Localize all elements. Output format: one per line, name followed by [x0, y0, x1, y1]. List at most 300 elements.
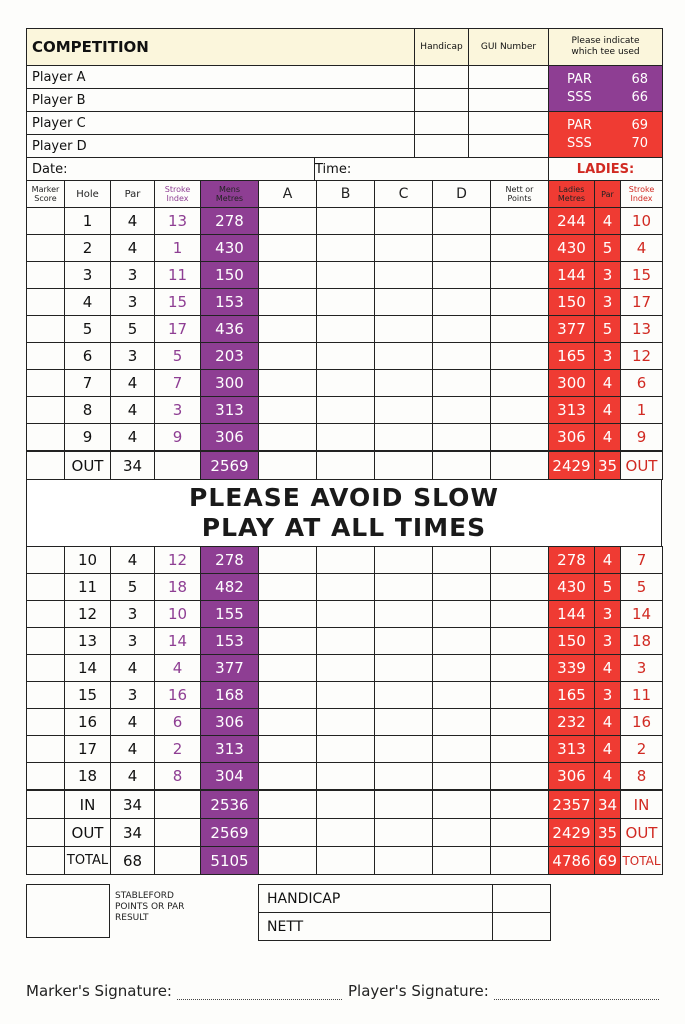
- player-signature-line[interactable]: [494, 989, 659, 1000]
- hole-par: 3: [111, 601, 155, 628]
- ladies-sss: SSS 70: [567, 136, 648, 151]
- hole-row: [27, 397, 663, 424]
- player-c-score[interactable]: [375, 790, 433, 819]
- player-c-score[interactable]: [375, 262, 433, 289]
- player-d-score[interactable]: [433, 262, 491, 289]
- player-b-score[interactable]: [317, 628, 375, 655]
- player-a-score[interactable]: [259, 547, 317, 574]
- hole-par: 3: [111, 262, 155, 289]
- player-d-score[interactable]: [433, 790, 491, 819]
- player-b-score[interactable]: [317, 601, 375, 628]
- player-b-score[interactable]: [317, 763, 375, 791]
- player-a-score[interactable]: [259, 736, 317, 763]
- col-ladies-par: Par: [595, 181, 621, 208]
- player-c-label: Player C: [27, 112, 415, 135]
- total-row: [27, 790, 663, 819]
- player-d-score[interactable]: [433, 819, 491, 847]
- column-header-row: [27, 181, 663, 208]
- ladies-par: 5: [595, 574, 621, 601]
- ladies-stroke-index: 8: [621, 763, 663, 791]
- col-nett-points: Nett or Points: [491, 181, 549, 208]
- nett-points-cell[interactable]: [491, 289, 549, 316]
- stableford-box[interactable]: [26, 884, 110, 938]
- score-cell[interactable]: [27, 424, 65, 452]
- score-cell[interactable]: [27, 736, 65, 763]
- ladies-stroke-index: 16: [621, 709, 663, 736]
- ladies-metres: 430: [549, 235, 595, 262]
- out-label: OUT: [65, 451, 111, 480]
- marker-signature[interactable]: [26, 982, 342, 1000]
- ladies-metres: 430: [549, 574, 595, 601]
- ladies-par: 3: [595, 601, 621, 628]
- score-cell[interactable]: [27, 289, 65, 316]
- scorecard: [26, 28, 662, 875]
- player-d-score[interactable]: [433, 601, 491, 628]
- player-d-score[interactable]: [433, 574, 491, 601]
- col-c: C: [375, 181, 433, 208]
- hole-stroke-index: 10: [155, 601, 201, 628]
- ladies-par: PAR 69: [567, 118, 648, 133]
- score-cell[interactable]: [27, 819, 65, 847]
- time-label[interactable]: Time:: [315, 158, 549, 181]
- player-a-score[interactable]: [259, 397, 317, 424]
- player-b-score[interactable]: [317, 547, 375, 574]
- out-par: 34: [111, 451, 155, 480]
- player-b-score[interactable]: [317, 235, 375, 262]
- hole-par: 4: [111, 235, 155, 262]
- player-signature[interactable]: [348, 982, 659, 1000]
- score-cell[interactable]: [491, 451, 549, 480]
- player-b-score[interactable]: [317, 736, 375, 763]
- player-c-gui[interactable]: [469, 112, 549, 135]
- col-hole: Hole: [65, 181, 111, 208]
- hole-par: 4: [111, 370, 155, 397]
- player-b-score[interactable]: [317, 790, 375, 819]
- score-cell[interactable]: [259, 451, 317, 480]
- player-a-score[interactable]: [259, 208, 317, 235]
- ladies-stroke-index: 1: [621, 397, 663, 424]
- score-cell[interactable]: [27, 574, 65, 601]
- nett-points-cell[interactable]: [491, 235, 549, 262]
- marker-signature-label: Marker's Signature:: [26, 982, 172, 1000]
- player-b-score[interactable]: [317, 682, 375, 709]
- hole-par: 4: [111, 547, 155, 574]
- hole-number: 13: [65, 628, 111, 655]
- ladies-par: 4: [595, 655, 621, 682]
- player-c-score[interactable]: [375, 289, 433, 316]
- score-cell[interactable]: [27, 847, 65, 875]
- player-c-score[interactable]: [375, 574, 433, 601]
- player-a-score[interactable]: [259, 370, 317, 397]
- ladies-par: 4: [595, 763, 621, 791]
- player-c-score[interactable]: [375, 763, 433, 791]
- ladies-par: 4: [595, 547, 621, 574]
- mens-metres: 304: [201, 763, 259, 791]
- score-cell[interactable]: [27, 451, 65, 480]
- ladies-metres: 150: [549, 289, 595, 316]
- player-b-score[interactable]: [317, 343, 375, 370]
- nett-points-cell[interactable]: [491, 343, 549, 370]
- player-c-score[interactable]: [375, 628, 433, 655]
- player-b-score[interactable]: [317, 574, 375, 601]
- player-c-score[interactable]: [375, 235, 433, 262]
- score-cell[interactable]: [27, 208, 65, 235]
- total-ladies-label: TOTAL: [621, 847, 663, 875]
- player-b-label: Player B: [27, 89, 415, 112]
- player-b-score[interactable]: [317, 262, 375, 289]
- hole-number: 4: [65, 289, 111, 316]
- hole-row: [27, 574, 663, 601]
- player-a-label: Player A: [27, 66, 415, 89]
- ladies-metres: 244: [549, 208, 595, 235]
- hole-number: 1: [65, 208, 111, 235]
- total-ladies-label: IN: [621, 790, 663, 819]
- score-cell[interactable]: [27, 397, 65, 424]
- hole-number: 5: [65, 316, 111, 343]
- hole-par: 4: [111, 397, 155, 424]
- player-c-score[interactable]: [375, 847, 433, 875]
- player-c-handicap[interactable]: [415, 112, 469, 135]
- hole-stroke-index: 5: [155, 343, 201, 370]
- player-a-score[interactable]: [259, 682, 317, 709]
- hole-row: [27, 343, 663, 370]
- score-cell[interactable]: [27, 763, 65, 791]
- player-a-score[interactable]: [259, 235, 317, 262]
- hole-row: [27, 424, 663, 452]
- ladies-metres: 150: [549, 628, 595, 655]
- player-a-score[interactable]: [259, 424, 317, 452]
- player-b-score[interactable]: [317, 316, 375, 343]
- hole-stroke-index: 12: [155, 547, 201, 574]
- ladies-stroke-index: 11: [621, 682, 663, 709]
- ladies-metres: 165: [549, 343, 595, 370]
- ladies-metres: 144: [549, 262, 595, 289]
- ladies-stroke-index: 18: [621, 628, 663, 655]
- total-ladies-label: OUT: [621, 819, 663, 847]
- nett-points-cell[interactable]: [491, 709, 549, 736]
- player-d-score[interactable]: [433, 655, 491, 682]
- player-d-score[interactable]: [433, 370, 491, 397]
- player-d-score[interactable]: [433, 208, 491, 235]
- hole-row: [27, 262, 663, 289]
- date-time-row: [26, 157, 663, 181]
- stableford-label: STABLEFORD POINTS OR PAR RESULT: [115, 891, 185, 923]
- hole-number: 2: [65, 235, 111, 262]
- total-par: 34: [111, 790, 155, 819]
- out-row: [27, 451, 663, 480]
- player-d-score[interactable]: [433, 424, 491, 452]
- player-d-score[interactable]: [433, 316, 491, 343]
- player-b-score[interactable]: [317, 208, 375, 235]
- hole-row: [27, 709, 663, 736]
- ladies-stroke-index: 2: [621, 736, 663, 763]
- player-a-score[interactable]: [259, 790, 317, 819]
- player-b-score[interactable]: [317, 655, 375, 682]
- hole-row: [27, 235, 663, 262]
- player-b-score[interactable]: [317, 370, 375, 397]
- nett-points-cell[interactable]: [491, 601, 549, 628]
- hole-par: 4: [111, 763, 155, 791]
- nett-points-cell[interactable]: [491, 424, 549, 452]
- ladies-label: LADIES:: [549, 158, 663, 181]
- hole-par: 4: [111, 709, 155, 736]
- hole-row: [27, 289, 663, 316]
- hole-number: 8: [65, 397, 111, 424]
- total-si: [155, 790, 201, 819]
- handicap-nett-table: [258, 884, 551, 941]
- player-b-score[interactable]: [317, 289, 375, 316]
- hole-number: 15: [65, 682, 111, 709]
- hole-stroke-index: 7: [155, 370, 201, 397]
- player-c-score[interactable]: [375, 397, 433, 424]
- ladies-metres: 339: [549, 655, 595, 682]
- nett-points-cell[interactable]: [491, 262, 549, 289]
- player-d-handicap[interactable]: [415, 135, 469, 158]
- player-c-score[interactable]: [375, 819, 433, 847]
- player-b-gui[interactable]: [469, 89, 549, 112]
- player-a-score[interactable]: [259, 709, 317, 736]
- ladies-par: 3: [595, 343, 621, 370]
- player-d-score[interactable]: [433, 628, 491, 655]
- ladies-metres: 278: [549, 547, 595, 574]
- hole-par: 4: [111, 736, 155, 763]
- mens-metres: 313: [201, 736, 259, 763]
- hole-number: 10: [65, 547, 111, 574]
- player-c-score[interactable]: [375, 709, 433, 736]
- score-cell[interactable]: [27, 601, 65, 628]
- player-b-handicap[interactable]: [415, 89, 469, 112]
- player-d-score[interactable]: [433, 397, 491, 424]
- player-a-score[interactable]: [259, 819, 317, 847]
- score-cell[interactable]: [27, 790, 65, 819]
- player-d-gui[interactable]: [469, 135, 549, 158]
- player-c-score[interactable]: [375, 208, 433, 235]
- hole-par: 3: [111, 343, 155, 370]
- player-d-score[interactable]: [433, 343, 491, 370]
- hole-stroke-index: 2: [155, 736, 201, 763]
- player-a-score[interactable]: [259, 847, 317, 875]
- player-b-score[interactable]: [317, 397, 375, 424]
- player-b-score[interactable]: [317, 819, 375, 847]
- ladies-metres: 306: [549, 424, 595, 452]
- hole-stroke-index: 9: [155, 424, 201, 452]
- handicap-label: HANDICAP: [259, 885, 493, 913]
- player-b-score[interactable]: [317, 847, 375, 875]
- col-stroke-index: Stroke Index: [155, 181, 201, 208]
- total-par: 68: [111, 847, 155, 875]
- hole-number: 6: [65, 343, 111, 370]
- score-cell[interactable]: [433, 451, 491, 480]
- nett-points-cell[interactable]: [491, 819, 549, 847]
- score-cell[interactable]: [27, 370, 65, 397]
- nett-points-cell[interactable]: [491, 370, 549, 397]
- player-c-score[interactable]: [375, 682, 433, 709]
- ladies-metres: 300: [549, 370, 595, 397]
- hole-par: 3: [111, 628, 155, 655]
- player-a-score[interactable]: [259, 262, 317, 289]
- scorecard-header: [26, 28, 663, 158]
- ladies-stroke-index: 3: [621, 655, 663, 682]
- hole-par: 4: [111, 655, 155, 682]
- player-a-score[interactable]: [259, 655, 317, 682]
- col-b: B: [317, 181, 375, 208]
- hole-stroke-index: 13: [155, 208, 201, 235]
- hole-stroke-index: 15: [155, 289, 201, 316]
- player-signature-label: Player's Signature:: [348, 982, 489, 1000]
- front-nine-table: [26, 180, 663, 480]
- ladies-par: 4: [595, 709, 621, 736]
- nett-points-cell[interactable]: [491, 547, 549, 574]
- player-a-handicap[interactable]: [415, 66, 469, 89]
- col-par: Par: [111, 181, 155, 208]
- player-c-score[interactable]: [375, 370, 433, 397]
- nett-points-cell[interactable]: [491, 655, 549, 682]
- hole-stroke-index: 6: [155, 709, 201, 736]
- hole-par: 3: [111, 289, 155, 316]
- player-a-score[interactable]: [259, 601, 317, 628]
- player-d-score[interactable]: [433, 736, 491, 763]
- hole-par: 5: [111, 574, 155, 601]
- player-c-score[interactable]: [375, 655, 433, 682]
- player-d-label: Player D: [27, 135, 415, 158]
- nett-points-cell[interactable]: [491, 208, 549, 235]
- marker-signature-line[interactable]: [177, 989, 342, 1000]
- ladies-par: 3: [595, 289, 621, 316]
- player-a-score[interactable]: [259, 289, 317, 316]
- out-ladies-par: 35: [595, 451, 621, 480]
- nett-label: NETT: [259, 913, 493, 941]
- mens-metres: 377: [201, 655, 259, 682]
- mens-metres: 168: [201, 682, 259, 709]
- ladies-par: 4: [595, 736, 621, 763]
- mens-metres: 300: [201, 370, 259, 397]
- ladies-stroke-index: 12: [621, 343, 663, 370]
- player-d-score[interactable]: [433, 763, 491, 791]
- hole-number: 7: [65, 370, 111, 397]
- ladies-stroke-index: 5: [621, 574, 663, 601]
- hole-row: [27, 736, 663, 763]
- player-c-score[interactable]: [375, 601, 433, 628]
- player-c-score[interactable]: [375, 547, 433, 574]
- total-ladies-metres: 2357: [549, 790, 595, 819]
- score-cell[interactable]: [27, 682, 65, 709]
- ladies-stroke-index: 7: [621, 547, 663, 574]
- player-d-score[interactable]: [433, 682, 491, 709]
- nett-points-cell[interactable]: [491, 628, 549, 655]
- score-cell[interactable]: [27, 709, 65, 736]
- score-cell[interactable]: [375, 451, 433, 480]
- out-ladies-label: OUT: [621, 451, 663, 480]
- nett-points-cell[interactable]: [491, 763, 549, 791]
- hole-number: 17: [65, 736, 111, 763]
- score-cell[interactable]: [27, 235, 65, 262]
- totals-rows: [27, 790, 663, 875]
- player-a-score[interactable]: [259, 628, 317, 655]
- score-cell[interactable]: [27, 262, 65, 289]
- hole-row: [27, 763, 663, 791]
- hole-number: 12: [65, 601, 111, 628]
- mens-sss: SSS 66: [567, 90, 648, 105]
- score-cell[interactable]: [27, 316, 65, 343]
- total-ladies-par: 69: [595, 847, 621, 875]
- mens-metres: 155: [201, 601, 259, 628]
- ladies-par: 3: [595, 682, 621, 709]
- hole-row: [27, 208, 663, 235]
- date-label[interactable]: Date:: [27, 158, 315, 181]
- total-si: [155, 819, 201, 847]
- player-c-score[interactable]: [375, 424, 433, 452]
- score-cell[interactable]: [27, 343, 65, 370]
- hole-par: 5: [111, 316, 155, 343]
- player-b-score[interactable]: [317, 424, 375, 452]
- hole-stroke-index: 4: [155, 655, 201, 682]
- col-a: A: [259, 181, 317, 208]
- back-nine-table: [26, 546, 663, 875]
- total-mens-metres: 2569: [201, 819, 259, 847]
- ladies-stroke-index: 10: [621, 208, 663, 235]
- ladies-tee-box[interactable]: [549, 112, 663, 158]
- score-cell[interactable]: [317, 451, 375, 480]
- nett-points-cell[interactable]: [491, 682, 549, 709]
- mens-metres: 313: [201, 397, 259, 424]
- player-d-score[interactable]: [433, 709, 491, 736]
- mens-metres: 203: [201, 343, 259, 370]
- banner-line-1: PLEASE AVOID SLOW: [189, 483, 499, 512]
- ladies-stroke-index: 4: [621, 235, 663, 262]
- hole-number: 16: [65, 709, 111, 736]
- player-b-score[interactable]: [317, 709, 375, 736]
- score-cell[interactable]: [27, 655, 65, 682]
- total-label: OUT: [65, 819, 111, 847]
- mens-tee-box[interactable]: [549, 66, 663, 112]
- player-d-score[interactable]: [433, 547, 491, 574]
- col-ladies-metres: Ladies Metres: [549, 181, 595, 208]
- player-a-score[interactable]: [259, 343, 317, 370]
- player-a-score[interactable]: [259, 574, 317, 601]
- player-d-score[interactable]: [433, 847, 491, 875]
- player-c-score[interactable]: [375, 343, 433, 370]
- competition-label: COMPETITION: [27, 29, 415, 66]
- player-c-score[interactable]: [375, 316, 433, 343]
- handicap-value[interactable]: [493, 885, 551, 913]
- player-a-gui[interactable]: [469, 66, 549, 89]
- ladies-stroke-index: 9: [621, 424, 663, 452]
- score-cell[interactable]: [27, 547, 65, 574]
- score-cell[interactable]: [27, 628, 65, 655]
- nett-points-cell[interactable]: [491, 574, 549, 601]
- nett-points-cell[interactable]: [491, 790, 549, 819]
- player-d-score[interactable]: [433, 289, 491, 316]
- total-label: TOTAL: [65, 847, 111, 875]
- total-ladies-par: 35: [595, 819, 621, 847]
- col-d: D: [433, 181, 491, 208]
- player-c-score[interactable]: [375, 736, 433, 763]
- slow-play-banner: [26, 480, 662, 546]
- nett-points-cell[interactable]: [491, 847, 549, 875]
- nett-points-cell[interactable]: [491, 736, 549, 763]
- nett-points-cell[interactable]: [491, 316, 549, 343]
- nett-points-cell[interactable]: [491, 397, 549, 424]
- player-a-score[interactable]: [259, 763, 317, 791]
- mens-metres: 153: [201, 289, 259, 316]
- col-marker-score: Marker Score: [27, 181, 65, 208]
- ladies-stroke-index: 15: [621, 262, 663, 289]
- player-d-score[interactable]: [433, 235, 491, 262]
- player-a-score[interactable]: [259, 316, 317, 343]
- hole-number: 11: [65, 574, 111, 601]
- nett-value[interactable]: [493, 913, 551, 941]
- col-ladies-si: Stroke Index: [621, 181, 663, 208]
